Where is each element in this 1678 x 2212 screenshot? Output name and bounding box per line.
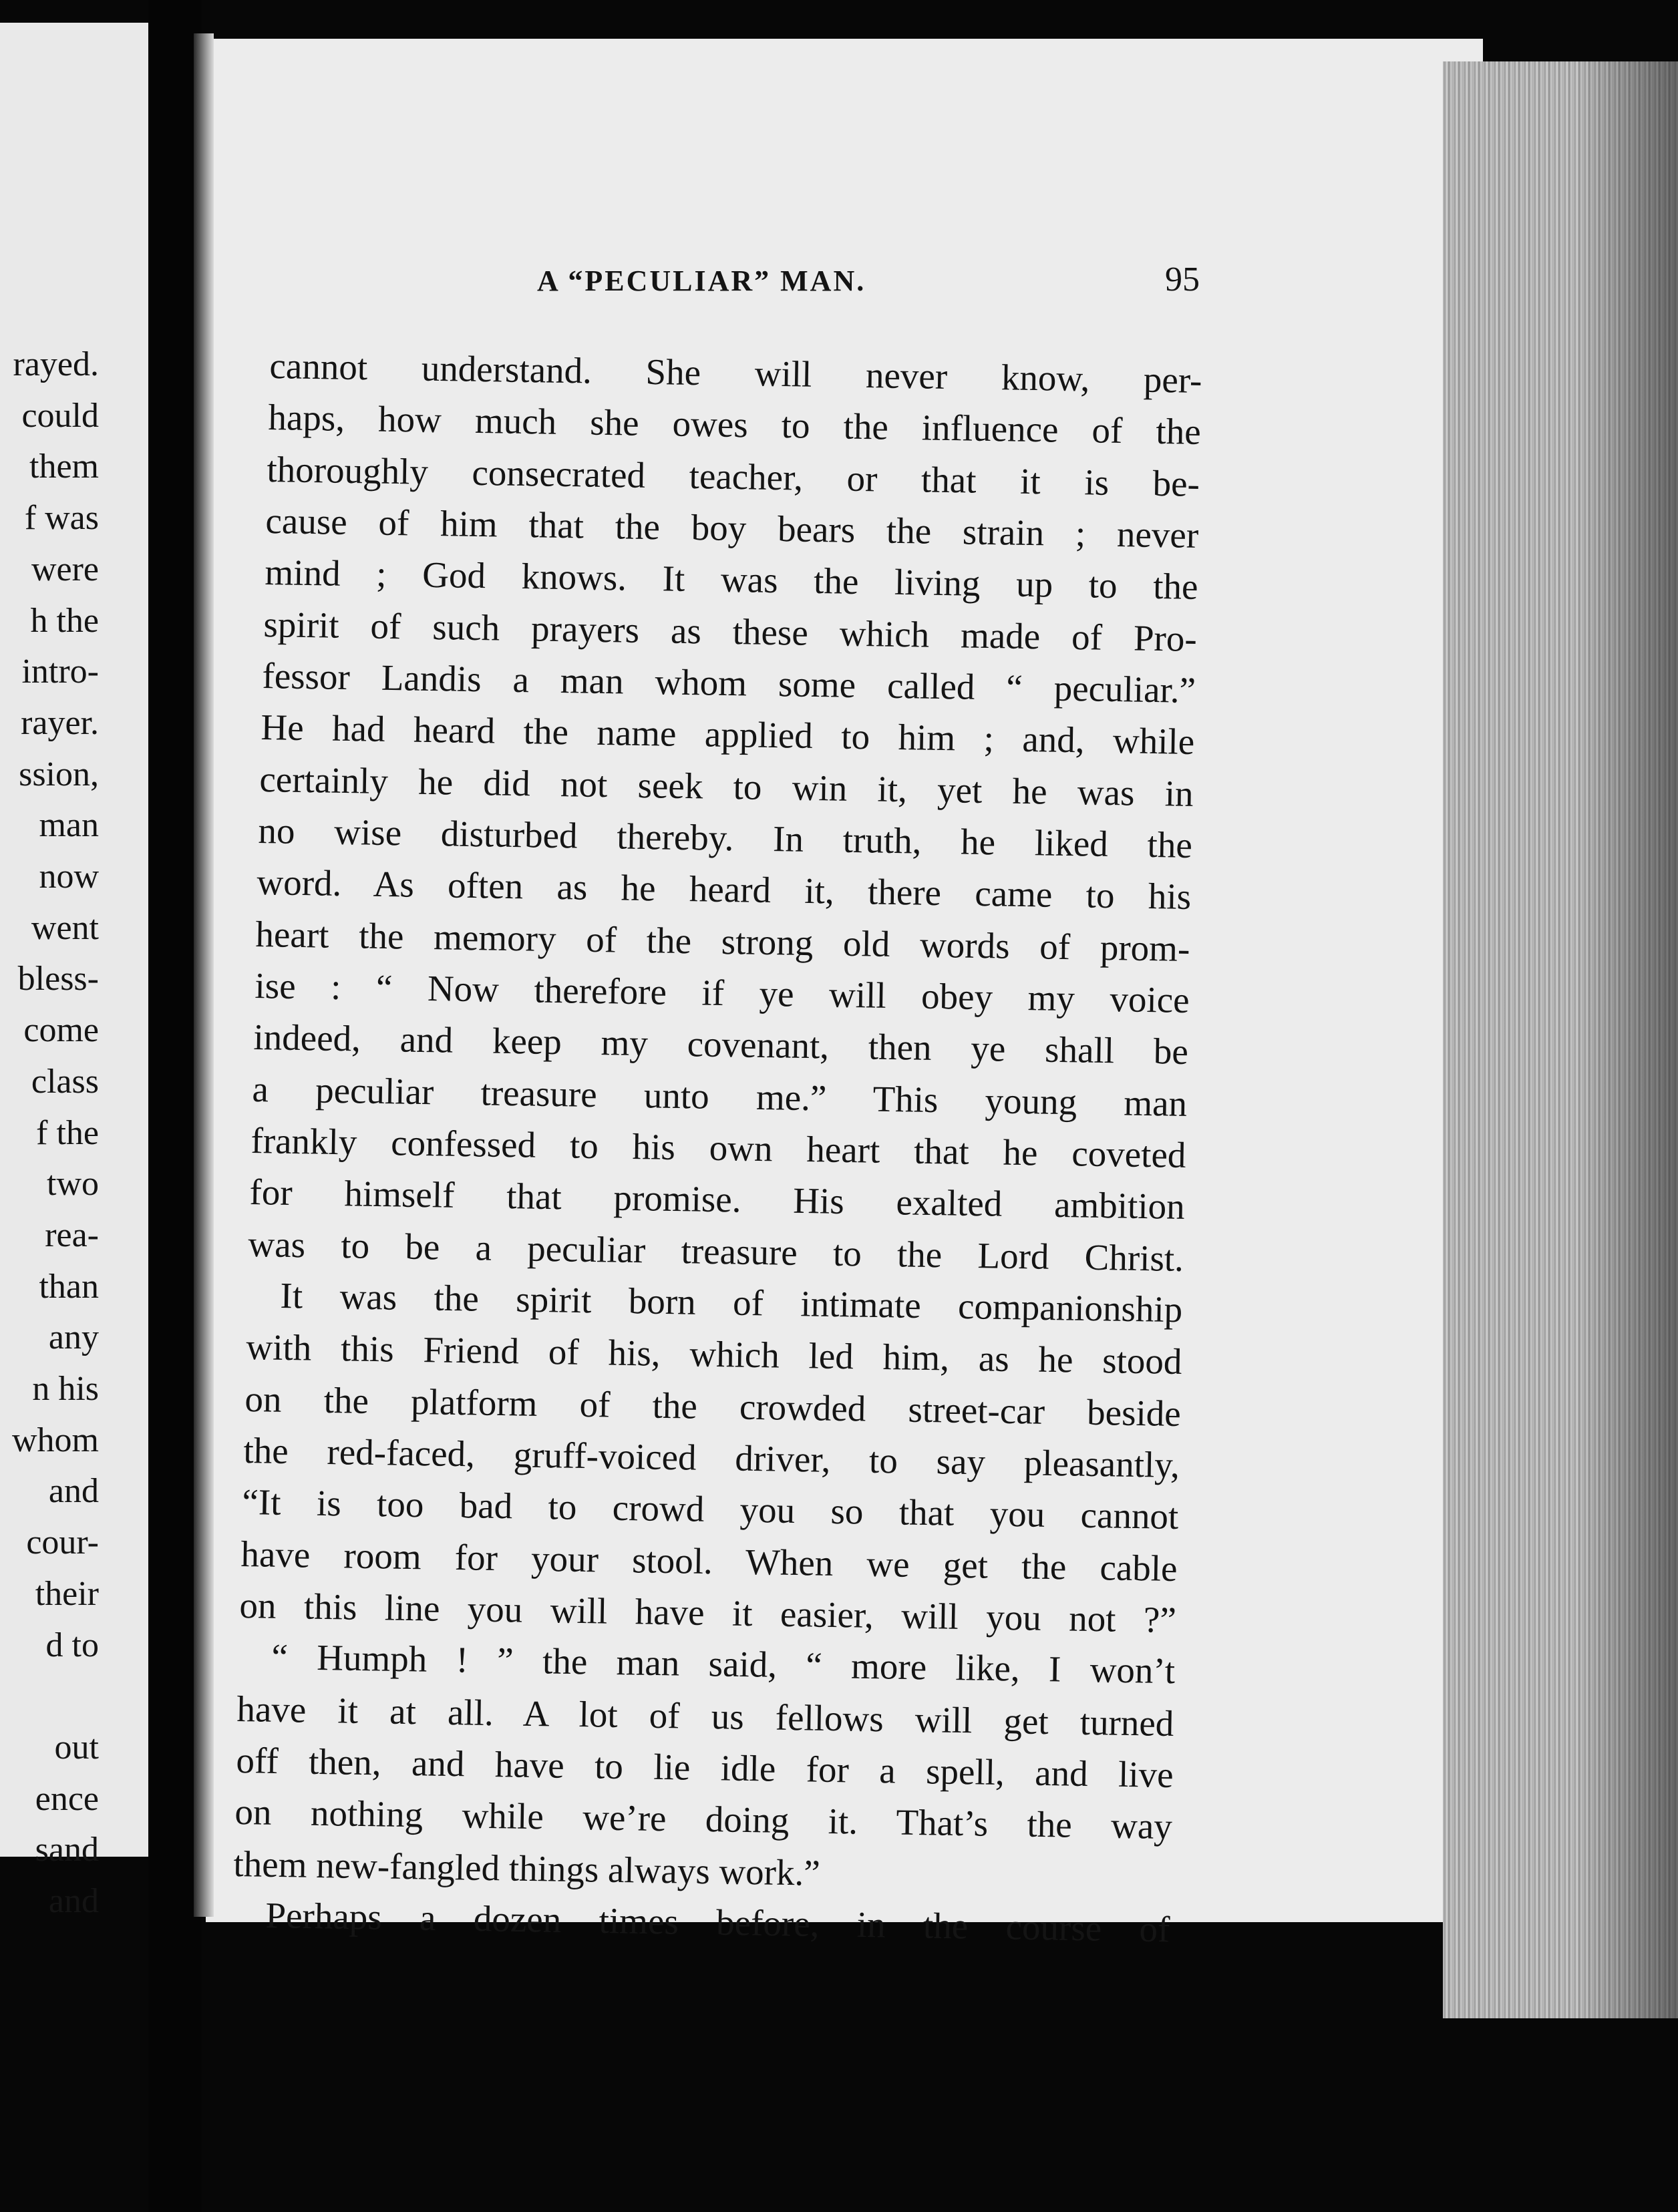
- body-line: indeed, and keep my covenant, then ye shall be: [253, 1017, 1189, 1073]
- body-line: with this Friend of his, which led him, as he stood: [245, 1326, 1182, 1382]
- body-line: “ Humph ! ” the man said, “ more like, I won’t: [271, 1636, 1176, 1692]
- page-number: 95: [1165, 260, 1200, 299]
- body-line: have room for your stool. When we get the cable: [240, 1533, 1178, 1589]
- left-page-line: cour-: [26, 1523, 99, 1562]
- left-page-line: and: [48, 1472, 99, 1511]
- body-line: frankly confessed to his own heart that he coveted: [250, 1120, 1186, 1175]
- body-line: them new-fangled things always work.”: [232, 1843, 821, 1893]
- left-page-line: rayer.: [21, 703, 99, 742]
- body-line: was to be a peculiar treasure to the Lord Christ.: [248, 1223, 1184, 1279]
- left-page-line: them: [29, 447, 99, 486]
- body-line: Perhaps a dozen times before, in the course of: [265, 1895, 1170, 1950]
- left-page-line: could: [21, 396, 99, 435]
- left-page-line: ssion,: [19, 755, 99, 793]
- gutter-shadow: [194, 33, 214, 1917]
- body-line: on nothing while we’re doing it. That’s the way: [234, 1791, 1173, 1847]
- body-line: He had heard the name applied to him ; and, while: [261, 707, 1195, 763]
- left-page-line: come: [23, 1011, 99, 1050]
- body-line: have it at all. A lot of us fellows will get turned: [236, 1688, 1175, 1744]
- left-page-line: rea-: [45, 1216, 99, 1254]
- left-page-line: out: [54, 1728, 99, 1767]
- left-page-line: now: [39, 858, 99, 896]
- left-page-line: f the: [36, 1113, 99, 1152]
- body-line: off then, and have to lie idle for a spell, and live: [235, 1740, 1174, 1796]
- body-line: certainly he did not seek to win it, yet he was in: [259, 758, 1194, 814]
- body-line: “It is too bad to crowd you so that you cannot: [242, 1481, 1179, 1537]
- left-page-line: went: [31, 908, 99, 947]
- left-page-line: f was: [24, 499, 99, 538]
- left-page-line: bless-: [17, 960, 99, 998]
- body-line: the red-faced, gruff-voiced driver, to say pleasantly,: [242, 1430, 1180, 1486]
- left-page-line: than: [39, 1267, 99, 1306]
- body-line: thoroughly consecrated teacher, or that it is be-: [267, 448, 1200, 504]
- body-line: fessor Landis a man whom some called “ peculiar.”: [261, 655, 1196, 711]
- left-page-line: n his: [32, 1370, 99, 1408]
- page-edges-shadow: [1576, 61, 1678, 2018]
- body-line: cause of him that the boy bears the strain ; never: [265, 500, 1200, 556]
- body-line: no wise disturbed thereby. In truth, he liked the: [258, 810, 1193, 866]
- left-page-line: rayed.: [13, 345, 99, 383]
- body-line: on the platform of the crowded street-car beside: [244, 1378, 1181, 1434]
- left-page-line: sand: [35, 1831, 99, 1869]
- left-page-line: man: [39, 806, 99, 845]
- body-line: It was the spirit born of intimate companionship: [280, 1275, 1184, 1330]
- running-header: A “PECULIAR” MAN.: [537, 264, 866, 297]
- body-line: on this line you will have it easier, will you not ?”: [239, 1585, 1177, 1641]
- body-line: word. As often as he heard it, there came to his: [257, 862, 1192, 918]
- body-line: a peculiar treasure unto me.” This young man: [251, 1068, 1188, 1124]
- body-line: haps, how much she owes to the influence of the: [268, 397, 1202, 453]
- left-facing-page: [0, 23, 148, 1920]
- left-page-line: whom: [12, 1421, 99, 1459]
- left-page-line: class: [31, 1062, 99, 1101]
- left-page-line: and: [48, 1882, 99, 1920]
- body-line: mind ; God knows. It was the living up to the: [264, 552, 1198, 608]
- left-page-line: two: [47, 1165, 99, 1204]
- left-page-line: their: [35, 1574, 99, 1613]
- left-page-line: d to: [45, 1626, 99, 1664]
- body-line: heart the memory of the strong old words of prom-: [255, 913, 1191, 969]
- left-page-line: h the: [30, 601, 99, 640]
- body-line: ise : “ Now therefore if ye will obey my voice: [254, 965, 1190, 1021]
- body-line: cannot understand. She will never know, per-: [269, 345, 1202, 401]
- body-line: spirit of such prayers as these which made of Pro-: [263, 603, 1197, 659]
- left-page-line: were: [31, 550, 99, 588]
- body-line: for himself that promise. His exalted ambition: [249, 1171, 1186, 1228]
- left-page-line: any: [48, 1318, 99, 1357]
- left-page-line: intro-: [21, 653, 99, 691]
- left-page-line: ence: [35, 1779, 99, 1818]
